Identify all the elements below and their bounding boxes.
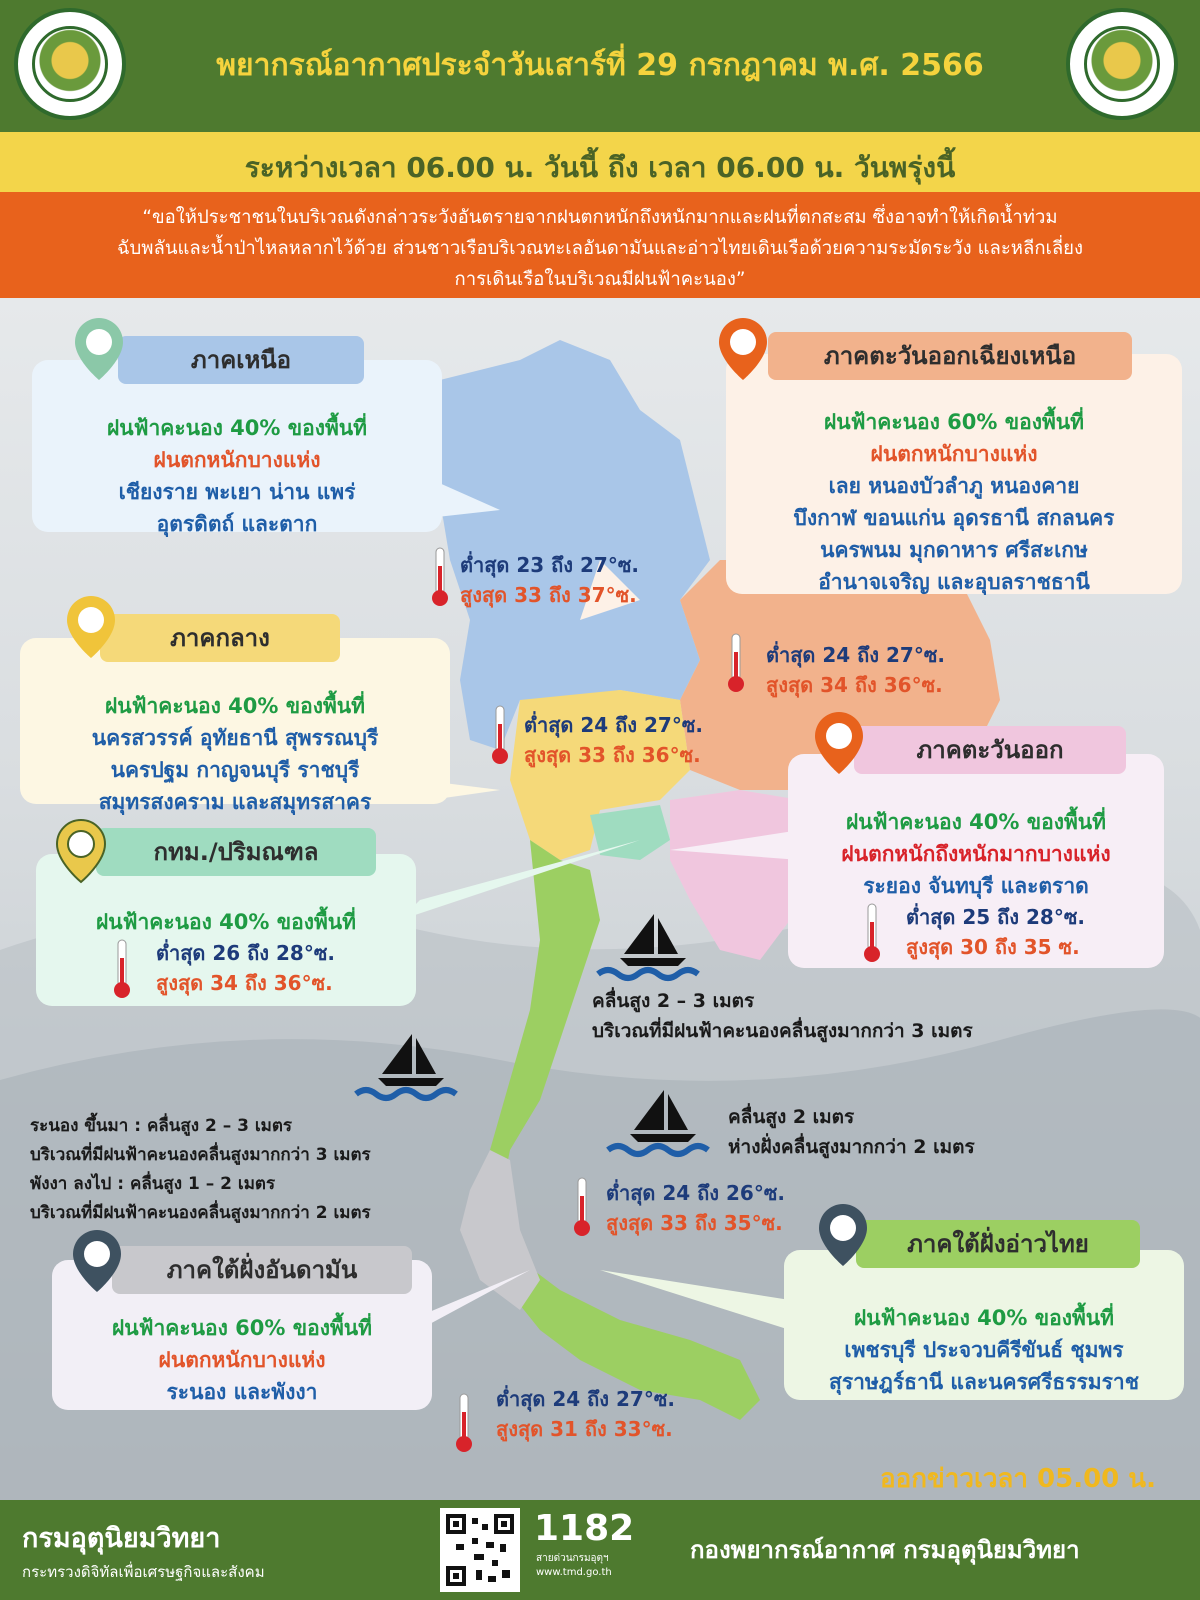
thermometer-icon — [726, 632, 746, 694]
upper-gulf-wave-line-2: บริเวณที่มีฝนฟ้าคะนองคลื่นสูงมากกว่า 3 เมตร — [592, 1020, 973, 1042]
hotline-label: สายด่วนกรมอุตุฯ — [536, 1553, 609, 1564]
central-temp-high: สูงสุด 33 ถึง 36°ซ. — [524, 743, 701, 767]
warning-banner — [0, 192, 1200, 298]
bangkok-temps — [156, 938, 335, 998]
qr-code-icon[interactable] — [440, 1508, 520, 1592]
south-andaman-rain: ฝนฟ้าคะนอง 60% ของพื้นที่ — [111, 1316, 373, 1340]
central-tag: ภาคกลาง — [100, 614, 340, 662]
map-area — [0, 298, 1200, 1500]
header — [0, 0, 1200, 132]
north-temp-high: สูงสุด 33 ถึง 37°ซ. — [460, 583, 637, 607]
northeast-provinces-1: เลย หนองบัวลำภู หนองคาย — [828, 474, 1080, 498]
north-provinces-1: เชียงราย พะเยา น่าน แพร่ — [118, 480, 356, 504]
tmd-logo — [1066, 8, 1178, 120]
footer-division: กองพยากรณ์อากาศ กรมอุตุนิยมวิทยา — [690, 1536, 1080, 1564]
north-rain: ฝนฟ้าคะนอง 40% ของพื้นที่ — [106, 416, 368, 440]
page-title: พยากรณ์อากาศประจำวันเสาร์ที่ 29 กรกฎาคม พ.ศ. 2566 — [216, 48, 984, 83]
north-tag: ภาคเหนือ — [118, 336, 364, 384]
andaman-wave-line-1: ระนอง ขึ้นมา : คลื่นสูง 2 – 3 เมตร — [30, 1116, 293, 1136]
south-gulf-provinces-1: เพชรบุรี ประจวบคีรีขันธ์ ชุมพร — [844, 1338, 1124, 1362]
east-rain: ฝนฟ้าคะนอง 40% ของพื้นที่ — [845, 810, 1107, 834]
andaman-wave-line-3: พังงา ลงไป : คลื่นสูง 1 – 2 เมตร — [30, 1174, 276, 1194]
thermometer-icon — [572, 1176, 592, 1238]
north-card — [32, 360, 442, 536]
sailboat-icon — [594, 908, 704, 988]
east-temp-high: สูงสุด 30 ถึง 35 ซ. — [906, 935, 1080, 959]
bangkok-temp-low: ต่ำสุด 26 ถึง 28°ซ. — [156, 941, 336, 965]
northeast-provinces-4: อำนาจเจริญ และอุบลราชธานี — [818, 570, 1090, 594]
northeast-rain: ฝนฟ้าคะนอง 60% ของพื้นที่ — [823, 410, 1085, 434]
east-temp-low: ต่ำสุด 25 ถึง 28°ซ. — [906, 905, 1086, 929]
footer-org: กรมอุตุนิยมวิทยา — [22, 1523, 221, 1554]
south-andaman-heavy-rain: ฝนตกหนักบางแห่ง — [158, 1348, 326, 1372]
south-gulf-provinces-2: สุราษฎร์ธานี และนครศรีธรรมราช — [829, 1370, 1139, 1394]
hotline-info — [536, 1552, 612, 1580]
south-gulf-rain: ฝนฟ้าคะนอง 40% ของพื้นที่ — [853, 1306, 1115, 1330]
bangkok-temp-high: สูงสุด 34 ถึง 36°ซ. — [156, 971, 333, 995]
andaman-wave-line-4: บริเวณที่มีฝนฟ้าคะนองคลื่นสูงมากกว่า 2 เมตร — [30, 1203, 371, 1223]
northeast-provinces-3: นครพนม มุกดาหาร ศรีสะเกษ — [820, 538, 1088, 562]
east-temps — [906, 902, 1085, 962]
south-gulf-temp-low: ต่ำสุด 24 ถึง 26°ซ. — [606, 1181, 786, 1205]
south-andaman-temps — [496, 1384, 675, 1444]
northeast-temps — [766, 640, 945, 700]
lower-gulf-wave-info — [728, 1102, 975, 1162]
lower-gulf-wave-line-2: ห่างฝั่งคลื่นสูงมากกว่า 2 เมตร — [728, 1136, 975, 1158]
central-temps — [524, 710, 703, 770]
northeast-temp-high: สูงสุด 34 ถึง 36°ซ. — [766, 673, 943, 697]
thermometer-icon — [430, 546, 450, 608]
central-card — [20, 638, 450, 814]
thermometer-icon — [454, 1392, 474, 1454]
central-temp-low: ต่ำสุด 24 ถึง 27°ซ. — [524, 713, 704, 737]
thermometer-icon — [112, 938, 132, 1000]
warning-line-3: การเดินเรือในบริเวณมีฝนฟ้าคะนอง” — [454, 269, 746, 290]
thermometer-icon — [490, 704, 510, 766]
sailboat-icon — [604, 1084, 714, 1164]
south-gulf-card — [784, 1250, 1184, 1400]
location-pin-icon — [72, 316, 126, 382]
footer — [0, 1500, 1200, 1600]
website-link[interactable]: www.tmd.go.th — [536, 1567, 612, 1578]
forecast-period: ระหว่างเวลา 06.00 น. วันนี้ ถึง เวลา 06.00 น. วันพรุ่งนี้ — [244, 151, 956, 184]
location-pin-icon — [64, 594, 118, 660]
andaman-wave-info — [30, 1112, 371, 1228]
south-andaman-tag: ภาคใต้ฝั่งอันดามัน — [112, 1246, 412, 1294]
hotline-number: 1182 — [534, 1508, 635, 1549]
northeast-heavy-rain: ฝนตกหนักบางแห่ง — [870, 442, 1038, 466]
east-provinces-1: ระยอง จันทบุรี และตราด — [863, 874, 1089, 898]
lower-gulf-wave-line-1: คลื่นสูง 2 เมตร — [728, 1106, 855, 1128]
east-tag: ภาคตะวันออก — [854, 726, 1126, 774]
northeast-provinces-2: บึงกาฬ ขอนแก่น อุดรธานี สกลนคร — [793, 506, 1115, 530]
warning-line-2: ฉับพลันและน้ำป่าไหลหลากไว้ด้วย ส่วนชาวเรือบริเวณทะเลอันดามันและอ่าวไทยเดินเรือด้วยความระมัดระวัง และหลีกเลี่ยง — [116, 238, 1084, 259]
upper-gulf-wave-info — [592, 986, 973, 1046]
north-temp-low: ต่ำสุด 23 ถึง 27°ซ. — [460, 553, 640, 577]
south-andaman-temp-low: ต่ำสุด 24 ถึง 27°ซ. — [496, 1387, 676, 1411]
bangkok-rain: ฝนฟ้าคะนอง 40% ของพื้นที่ — [95, 910, 357, 934]
location-pin-icon — [816, 1202, 870, 1268]
north-temps — [460, 550, 639, 610]
upper-gulf-wave-line-1: คลื่นสูง 2 – 3 เมตร — [592, 990, 755, 1012]
south-andaman-provinces-1: ระนอง และพังงา — [166, 1380, 318, 1404]
thermometer-icon — [862, 902, 882, 964]
north-heavy-rain: ฝนตกหนักบางแห่ง — [153, 448, 321, 472]
location-pin-icon — [812, 710, 866, 776]
issued-time: ออกข่าวเวลา 05.00 น. — [880, 1464, 1156, 1494]
forecast-period-bar — [0, 132, 1200, 192]
south-gulf-temps — [606, 1178, 785, 1238]
warning-line-1: “ขอให้ประชาชนในบริเวณดังกล่าวระวังอันตรายจากฝนตกหนักถึงหนักมากและฝนที่ตกสะสม ซึ่งอาจทำให้เกิดน้ำท่วม — [142, 207, 1058, 228]
northeast-temp-low: ต่ำสุด 24 ถึง 27°ซ. — [766, 643, 946, 667]
south-gulf-tag: ภาคใต้ฝั่งอ่าวไทย — [856, 1220, 1140, 1268]
andaman-wave-line-2: บริเวณที่มีฝนฟ้าคะนองคลื่นสูงมากกว่า 3 เมตร — [30, 1145, 371, 1165]
bangkok-tag: กทม./ปริมณฑล — [96, 828, 376, 876]
location-pin-icon — [54, 818, 108, 884]
location-pin-icon — [70, 1228, 124, 1294]
north-provinces-2: อุตรดิตถ์ และตาก — [156, 512, 318, 536]
northeast-card — [726, 354, 1182, 594]
ministry-logo — [14, 8, 126, 120]
footer-ministry: กระทรวงดิจิทัลเพื่อเศรษฐกิจและสังคม — [22, 1563, 265, 1581]
central-provinces-3: สมุทรสงคราม และสมุทรสาคร — [98, 790, 372, 814]
northeast-tag: ภาคตะวันออกเฉียงเหนือ — [768, 332, 1132, 380]
south-gulf-temp-high: สูงสุด 33 ถึง 35°ซ. — [606, 1211, 783, 1235]
central-provinces-2: นครปฐม กาญจนบุรี ราชบุรี — [110, 758, 360, 782]
location-pin-icon — [716, 316, 770, 382]
central-rain: ฝนฟ้าคะนอง 40% ของพื้นที่ — [104, 694, 366, 718]
region-north — [420, 340, 710, 750]
sailboat-icon — [352, 1028, 462, 1108]
central-provinces-1: นครสวรรค์ อุทัยธานี สุพรรณบุรี — [91, 726, 379, 750]
east-heavy-rain: ฝนตกหนักถึงหนักมากบางแห่ง — [841, 842, 1111, 866]
south-andaman-temp-high: สูงสุด 31 ถึง 33°ซ. — [496, 1417, 673, 1441]
